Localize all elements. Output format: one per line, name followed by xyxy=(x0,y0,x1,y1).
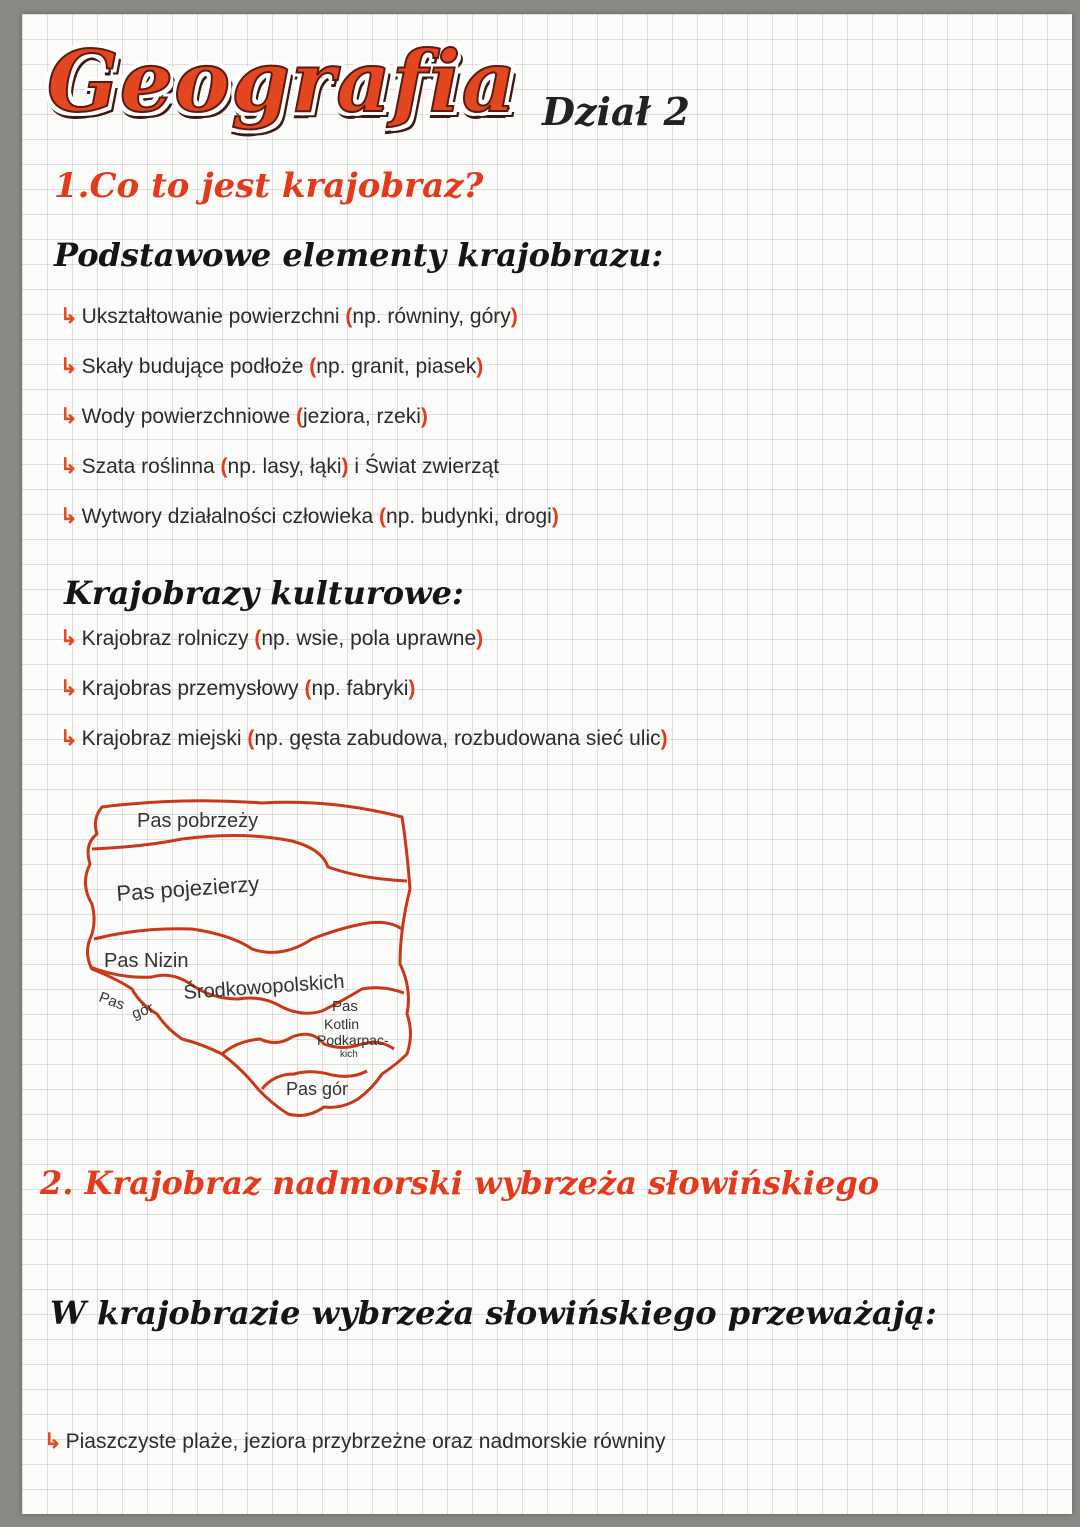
arrow-icon: ↳ xyxy=(60,405,78,428)
notebook-page xyxy=(22,14,1072,1514)
list-item: ↳ Ukształtowanie powierzchni (np. równiny, góry) xyxy=(60,305,518,328)
map-label-basins-2: Kotlin xyxy=(324,1016,360,1032)
arrow-icon: ↳ xyxy=(60,505,78,528)
section2-heading: 2. Krajobraz nadmorski wybrzeża słowińskiego xyxy=(40,1164,880,1202)
cultural-heading: Krajobrazy kulturowe: xyxy=(64,574,464,612)
list-item: ↳ Skały budujące podłoże (np. granit, piasek) xyxy=(60,355,484,378)
page-title: Geografia xyxy=(47,32,518,131)
arrow-icon: ↳ xyxy=(60,455,78,478)
map-label-coast: Pas pobrzeży xyxy=(137,810,259,832)
map-label-uplands-2: gór xyxy=(129,999,156,1023)
arrow-icon: ↳ xyxy=(60,677,78,700)
arrow-icon: ↳ xyxy=(60,305,78,328)
list-item: ↳ Wytwory działalności człowieka (np. budynki, drogi) xyxy=(60,505,559,528)
list-item: ↳ Szata roślinna (np. lasy, łąki) i Świat zwierząt xyxy=(60,455,500,478)
lakes-belt-border xyxy=(94,922,402,952)
map-label-basins-3: Podkarpac- xyxy=(317,1032,389,1048)
arrow-icon: ↳ xyxy=(60,355,78,378)
section2-subheading: W krajobrazie wybrzeża słowińskiego przeważają: xyxy=(50,1294,937,1332)
map-label-lowlands-1: Pas Nizin xyxy=(104,950,189,972)
list-item: ↳ Krajobraz rolniczy (np. wsie, pola uprawne) xyxy=(60,627,484,650)
list-item: ↳ Piaszczyste plaże, jeziora przybrzeżne oraz nadmorskie równiny xyxy=(44,1430,666,1453)
list-item: ↳ Wody powierzchniowe (jeziora, rzeki) xyxy=(60,405,428,428)
arrow-icon: ↳ xyxy=(60,627,78,650)
section-subtitle: Dział 2 xyxy=(542,89,690,134)
map-label-mountains: Pas gór xyxy=(286,1079,349,1099)
map-label-basins-4: kich xyxy=(340,1049,358,1060)
map-label-lakes: Pas pojezierzy xyxy=(115,871,261,906)
map-label-basins-1: Pas xyxy=(332,998,358,1015)
elements-heading: Podstawowe elementy krajobrazu: xyxy=(54,236,664,274)
list-item: ↳ Krajobras przemysłowy (np. fabryki) xyxy=(60,677,416,700)
section1-heading: 1.Co to jest krajobraz? xyxy=(54,166,484,206)
list-item: ↳ Krajobraz miejski (np. gęsta zabudowa, rozbudowana sieć ulic) xyxy=(60,727,668,750)
map-label-uplands-1: Pas xyxy=(96,988,127,1014)
poland-belts-map xyxy=(62,789,442,1139)
arrow-icon: ↳ xyxy=(44,1430,62,1453)
arrow-icon: ↳ xyxy=(60,727,78,750)
map-label-lowlands-2: Środkowopolskich xyxy=(182,970,346,1004)
